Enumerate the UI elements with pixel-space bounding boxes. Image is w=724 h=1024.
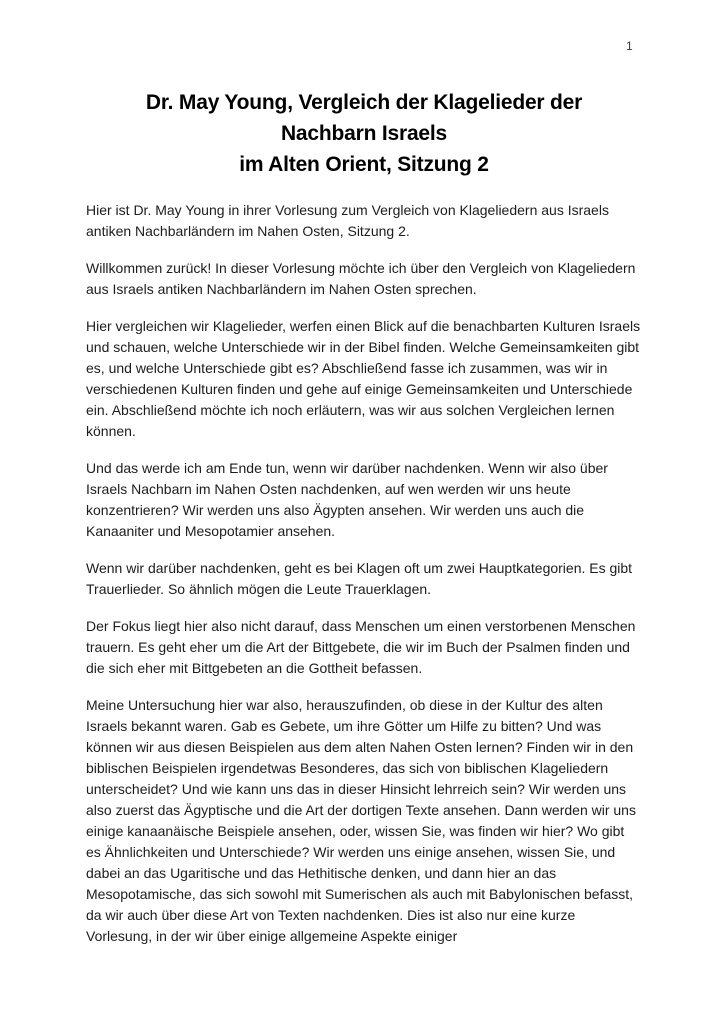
paragraph-fokus: Der Fokus liegt hier also nicht darauf, dass Menschen um einen verstorbenen Menschen trauern. Es geht eher um die Art der Bittgebete, die wir im Buch der Psalmen finden und die sich eher mit Bittgebeten an die Gottheit befassen. xyxy=(86,618,636,676)
paragraph-overview: Hier vergleichen wir Klagelieder, werfen einen Blick auf die benachbarten Kulturen Israels und schauen, welche Unterschiede wir in der Bibel finden. Welche Gemeinsamkeiten gibt es, und welche Unterschiede gibt es? Abschließend fasse ich zusammen, was wir in verschiedenen Kulturen finden und gehe auf einige Gemeinsamkeiten und Unterschiede ein. Abschließend möchte ich noch erläutern, was wir aus solchen Vergleichen lernen können. xyxy=(86,318,641,439)
paragraph-untersuchung: Meine Untersuchung hier war also, herauszufinden, ob diese in der Kultur des alten Israels bekannt waren. Gab es Gebete, um ihre Götter um Hilfe zu bitten? Und was können wir aus diesen Beispielen aus dem alten Nahen Osten lernen? Finden wir in den biblischen Beispielen irgendetwas Besonderes, das sich von biblischen Klageliedern unterscheidet? Und wie kann uns das in dieser Hinsicht lehrreich sein? Wir werden uns also zuerst das Ägyptische und die Art der dortigen Texte ansehen. Dann werden wir uns einige kanaanäische Beispiele ansehen, oder, wissen Sie, was finden wir hier? Wo gibt es Ähnlichkeiten und Unterschiede? Wir werden uns einige ansehen, wissen Sie, und dabei an das Ugaritische und das Hethitische denken, und dann hier an das Mesopotamische, das sich sowohl mit Sumerischen als auch mit Babylonischen befasst, da wir auch über diese Art von Texten nachdenken. Dies ist also nur eine kurze Vorlesung, in der wir über einige allgemeine Aspekte einiger xyxy=(86,697,636,944)
document-content xyxy=(86,87,642,947)
paragraph-focus-regions: Und das werde ich am Ende tun, wenn wir darüber nachdenken. Wenn wir also über Israels Nachbarn im Nahen Osten nachdenken, auf wen werden wir uns heute konzentrieren? Wir werden uns also Ägypten ansehen. Wir werden uns auch die Kanaaniter und Mesopotamier ansehen. xyxy=(86,460,608,539)
title-line-3: im Alten Orient, Sitzung 2 xyxy=(239,153,489,176)
paragraph-welcome: Willkommen zurück! In dieser Vorlesung möchte ich über den Vergleich von Klageliedern aus Israels antiken Nachbarländern im Nahen Osten sprechen. xyxy=(86,260,636,297)
title-line-2: Nachbarn Israels xyxy=(280,122,448,145)
title-line-1: Dr. May Young, Vergleich der Klagelieder der xyxy=(145,91,583,114)
document-title xyxy=(86,87,642,180)
paragraph-intro: Hier ist Dr. May Young in ihrer Vorlesung zum Vergleich von Klageliedern aus Israels antiken Nachbarländern im Nahen Osten, Sitzung 2. xyxy=(86,202,609,239)
page-number: 1 xyxy=(626,39,633,53)
paragraph-categories: Wenn wir darüber nachdenken, geht es bei Klagen oft um zwei Hauptkategorien. Es gibt Trauerlieder. So ähnlich mögen die Leute Trauerklagen. xyxy=(86,560,633,597)
